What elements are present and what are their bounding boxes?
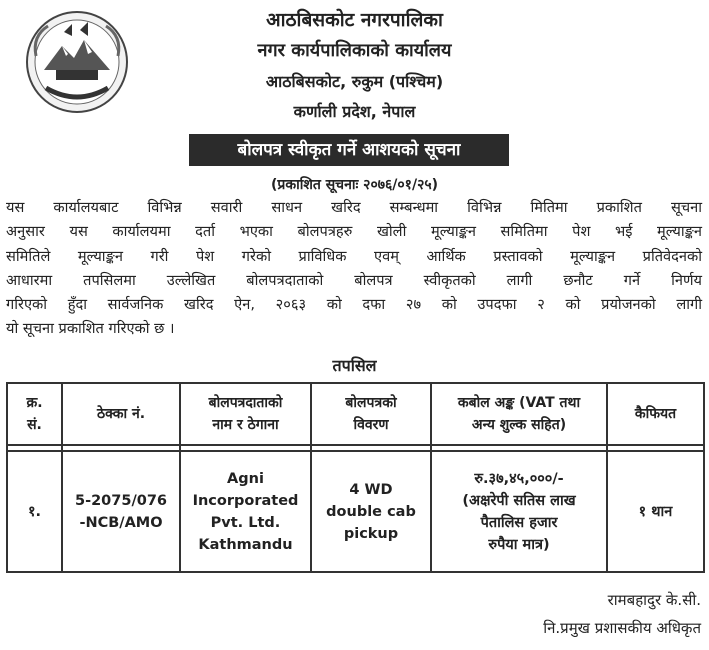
cell-remarks: १ थान bbox=[607, 451, 704, 572]
schedule-heading: तपसिल bbox=[332, 356, 377, 375]
body-line: यस कार्यालयबाट विभिन्न सवारी साधन खरिद सम्बन्धमा विभिन्न मितिमा प्रकाशित सूचना bbox=[6, 199, 702, 216]
col-contract-no: ठेक्का नं. bbox=[62, 383, 180, 445]
table-header-row bbox=[7, 383, 704, 445]
col-remarks: कैफियत bbox=[607, 383, 704, 445]
cell-serial: १. bbox=[7, 451, 62, 572]
body-line: समितिले मूल्याङ्कन गरी पेश गरेको प्राविधिक एवम् आर्थिक प्रस्तावको मूल्याङ्कन प्रतिवेदनको bbox=[6, 247, 702, 265]
col-description: बोलपत्रको विवरण bbox=[311, 383, 431, 445]
cell-bid-amount: रु.३७,४५,०००/- (अक्षरेपी सतिस लाख पैतालिस हजार रुपैया मात्र) bbox=[431, 451, 607, 572]
office-address: आठबिसकोट, रुकुम (पश्चिम) bbox=[265, 72, 444, 91]
province-country: कर्णाली प्रदेश, नेपाल bbox=[293, 102, 416, 121]
body-line: अनुसार यस कार्यालयमा दर्ता भएका बोलपत्रहरु खोली मूल्याङ्कन समितिमा पेश भई मूल्याङ्कन bbox=[6, 223, 702, 241]
body-line: आधारमा तपसिलमा उल्लेखित बोलपत्रदाताको बोलपत्र स्वीकृतको लागी छनौट गर्ने निर्णय bbox=[6, 271, 702, 289]
col-bid-amount: कबोल अङ्क (VAT तथा अन्य शुल्क सहित) bbox=[431, 383, 607, 445]
signatory-name: रामबहादुर के.सी. bbox=[607, 591, 701, 609]
cell-contract-no: 5-2075/076 -NCB/AMO bbox=[62, 451, 180, 572]
office-name: नगर कार्यपालिकाको कार्यालय bbox=[257, 40, 452, 61]
col-bidder: बोलपत्रदाताको नाम र ठेगाना bbox=[180, 383, 311, 445]
cell-description: 4 WD double cab pickup bbox=[311, 451, 431, 572]
body-line: यो सूचना प्रकाशित गरिएको छ । bbox=[6, 320, 175, 338]
notice-title: बोलपत्र स्वीकृत गर्ने आशयको सूचना bbox=[189, 134, 509, 166]
table-row bbox=[7, 451, 704, 572]
cell-bidder: Agni Incorporated Pvt. Ltd. Kathmandu bbox=[180, 451, 311, 572]
bid-table bbox=[6, 382, 705, 573]
municipality-name: आठबिसकोट नगरपालिका bbox=[266, 9, 443, 31]
signatory-title: नि.प्रमुख प्रशासकीय अधिकृत bbox=[543, 619, 701, 637]
notice-body bbox=[6, 196, 702, 342]
col-serial: क्र. सं. bbox=[7, 383, 62, 445]
published-date: (प्रकाशित सूचनाः २०७६/०१/२५) bbox=[270, 177, 439, 193]
body-line: गरिएको हुँदा सार्वजनिक खरिद ऐन, २०६३ को दफा २७ को उपदफा २ को प्रयोजनको लागी bbox=[6, 296, 702, 314]
